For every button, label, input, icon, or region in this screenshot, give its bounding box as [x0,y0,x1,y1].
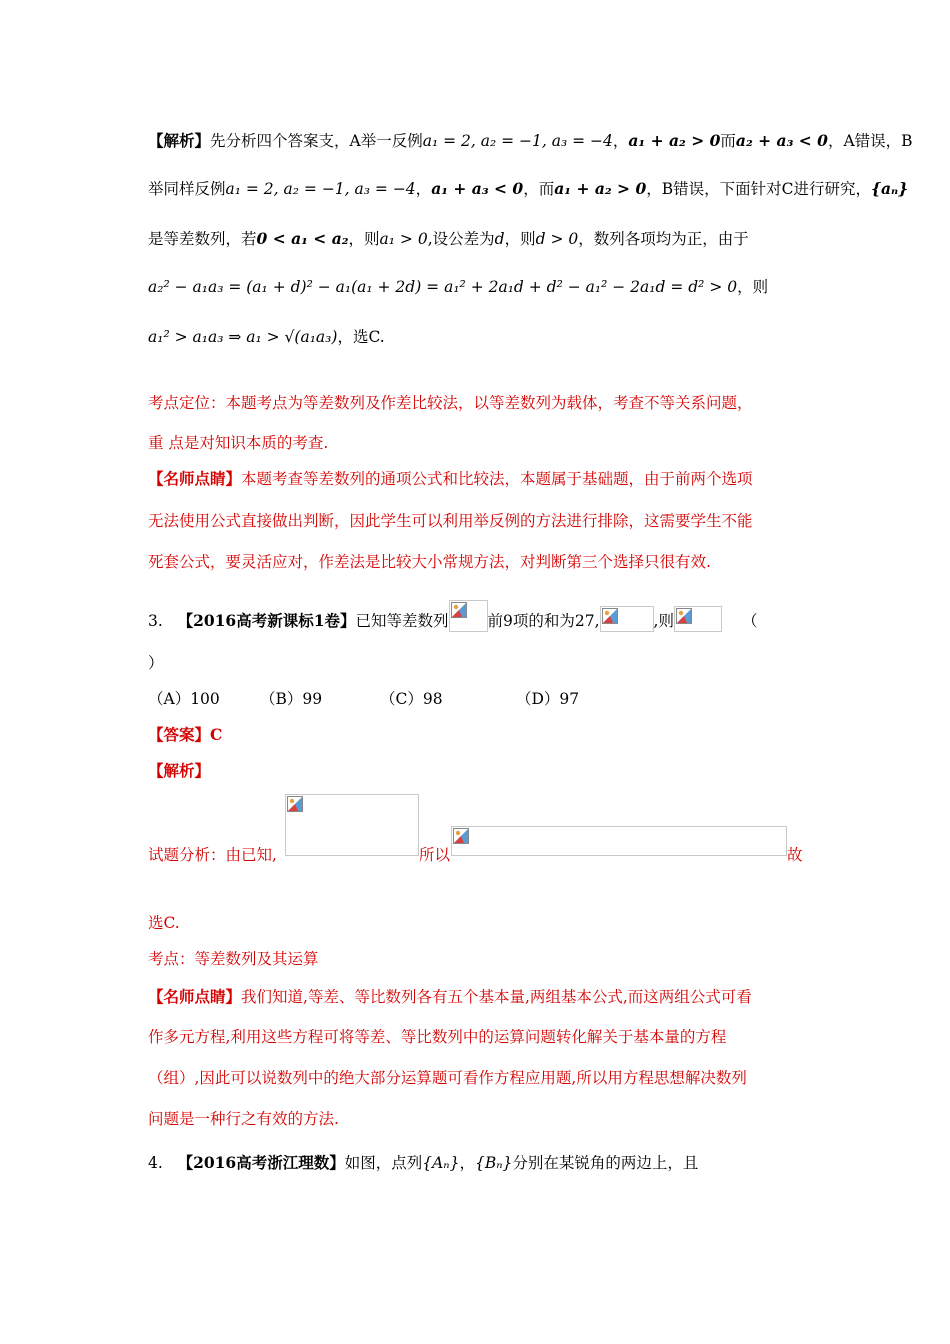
mingshi2-line-2: 作多元方程,利用这些方程可将等差、等比数列中的运算问题转化解关于基本量的方程 [148,1028,727,1046]
analysis-line-4: a₂² − a₁a₃ = (a₁ + d)² − a₁(a₁ + 2d) = a₁² + 2a₁d + d² − a₁² − 2a₁d = d² > 0，则 [148,278,769,296]
question-3-stem: 3. 【2016高考新课标1卷】已知等差数列 前9项的和为27, ,则 （ [148,600,758,632]
mingshi-line-3: 死套公式，要灵活应对，作差法是比较大小常规方法，对判断第三个选择只很有效. [148,553,711,571]
mingshi2-line-4: 问题是一种行之有效的方法. [148,1110,339,1128]
analysis-line-2: 举同样反例a₁ = 2, a₂ = −1, a₃ = −4，a₁ + a₃ < 0，而a₁ + a₂ > 0，B错误，下面针对C进行研究，{aₙ} [148,179,909,198]
question-4-stem: 4. 【2016高考浙江理数】如图，点列{Aₙ}，{Bₙ}分别在某锐角的两边上，且 [148,1153,699,1172]
broken-image-icon [453,828,469,844]
math-example: a₁ = 2, a₂ = −1, a₃ = −4 [422,132,613,150]
analysis-line-3: 是等差数列，若0 < a₁ < a₂，则a₁ > 0,设公差为d，则d > 0，数列各项均为正，由于 [148,229,749,248]
formula-image-placeholder [674,606,722,632]
fenxi-xuan: 选C. [148,914,180,932]
fenxi-gu: 故 [787,846,803,864]
mingshi-line-1: 【名师点睛】本题考查等差数列的通项公式和比较法，本题属于基础题，由于前两个选项 [148,469,753,488]
option-a: （A）100 [148,690,220,708]
mingshi2-line-3: （组）,因此可以说数列中的绝大部分运算题可看作方程应用题,所以用方程思想解决数列 [148,1069,747,1087]
broken-image-icon [287,796,303,812]
analysis-line-5: a₁² > a₁a₃ ⇒ a₁ > √(a₁a₃)，选C. [148,328,385,346]
fenxi-suoyi: 所以 [419,846,451,864]
kaodian-2: 考点：等差数列及其运算 [148,950,319,968]
mingshi2-line-1: 【名师点睛】我们知道,等差、等比数列各有五个基本量,两组基本公式,而这两组公式可看 [148,987,752,1006]
question-number: 3. [148,612,163,630]
kaodian-line-1: 考点定位：本题考点为等差数列及作差比较法，以等差数列为载体，考查不等关系问题， [148,394,753,412]
question-3-options [148,688,579,710]
question-number: 4. [148,1154,163,1172]
broken-image-icon [451,602,467,618]
mingshi-heading: 【名师点睛】 [148,987,242,1006]
analysis-line-1: 【解析】先分析四个答案支，A举一反例a₁ = 2, a₂ = −1, a₃ = −4，a₁ + a₂ > 0而a₂ + a₃ < 0，A错误，B [148,131,913,150]
formula-image-placeholder [449,600,488,632]
question-source: 【2016高考新课标1卷】 [177,611,356,630]
math-conclusion: a₁² > a₁a₃ ⇒ a₁ > √(a₁a₃) [148,328,338,346]
mingshi-heading: 【名师点睛】 [148,469,242,488]
mingshi-line-2: 无法使用公式直接做出判断，因此学生可以利用举反例的方法进行排除，这需要学生不能 [148,512,753,530]
math-difference-formula: a₂² − a₁a₃ = (a₁ + d)² − a₁(a₁ + 2d) = a₁² + 2a₁d + d² − a₁² − 2a₁d = d² > 0 [148,278,738,296]
question-source: 【2016高考浙江理数】 [177,1153,345,1172]
analysis-heading: 【解析】 [148,131,211,150]
formula-image-placeholder [451,826,787,856]
formula-image-placeholder [285,794,419,856]
option-c: （C）98 [380,690,443,708]
broken-image-icon [602,608,618,624]
kaodian-line-2: 重 点是对知识本质的考查. [148,434,329,452]
fenxi-text: 试题分析：由已知, [148,846,277,864]
question-3-paren-close: ） [148,654,164,672]
broken-image-icon [676,608,692,624]
option-d: （D）97 [516,690,580,708]
answer-label: 【答案】C [148,725,223,744]
formula-image-placeholder [600,606,654,632]
jiexi-heading: 【解析】 [148,761,211,780]
option-b: （B）99 [260,690,323,708]
